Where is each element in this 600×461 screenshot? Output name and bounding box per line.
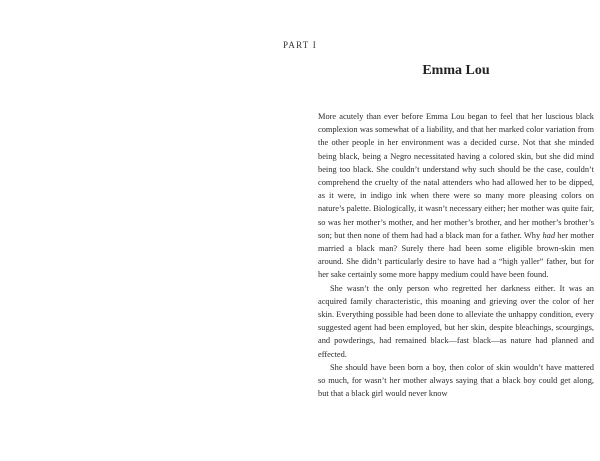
paragraph-1 bbox=[318, 110, 594, 282]
body-text bbox=[318, 110, 594, 400]
paragraph-1-text: More acutely than ever before Emma Lou began to feel that her luscious black complexion was somewhat of a liability, and that her marked color variation from the other people in her environment was a decided curse. Not that she minded being black, being a Negro necessitated having a colored skin, but she did mind being too black. She couldn’t understand why such should be the case, couldn’t comprehend the cruelty of the natal attenders who had allowed her to be dipped, as it were, in indigo ink when there were so many more pleasing colors on nature’s palette. Biologically, it wasn’t necessary either; her mother was quite fair, so was her mother’s mother, and her mother’s brother, and her mother’s brother’s son; but then none of them had had a black man for a father. Why bbox=[318, 112, 594, 240]
part-label: PART I bbox=[283, 40, 317, 50]
paragraph-3: She should have been born a boy, then color of skin wouldn’t have mattered so much, for wasn’t her mother always saying that a black boy could get along, but that a black girl would never know bbox=[318, 362, 594, 399]
chapter-title: Emma Lou bbox=[422, 63, 490, 78]
paragraph-1-emphasis: had bbox=[542, 230, 556, 240]
paragraph-2: She wasn’t the only person who regretted her darkness either. It was an acquired family characteristic, this moaning and grieving over the color of her skin. Everything possible had been done to alleviate the unhappy condition, every suggested agent had been employed, but her skin, despite bleachings, scourgings, and powderings, had remained black—fast black—as nature had planned and effected. bbox=[318, 283, 594, 359]
paragraph-1-tail: her mother married a black man? Surely there had been some eligible brown-skin men around. She didn’t particularly desire to have had a “high yaller” father, but for her sake certainly some more happy medium could have been found. bbox=[318, 230, 595, 280]
